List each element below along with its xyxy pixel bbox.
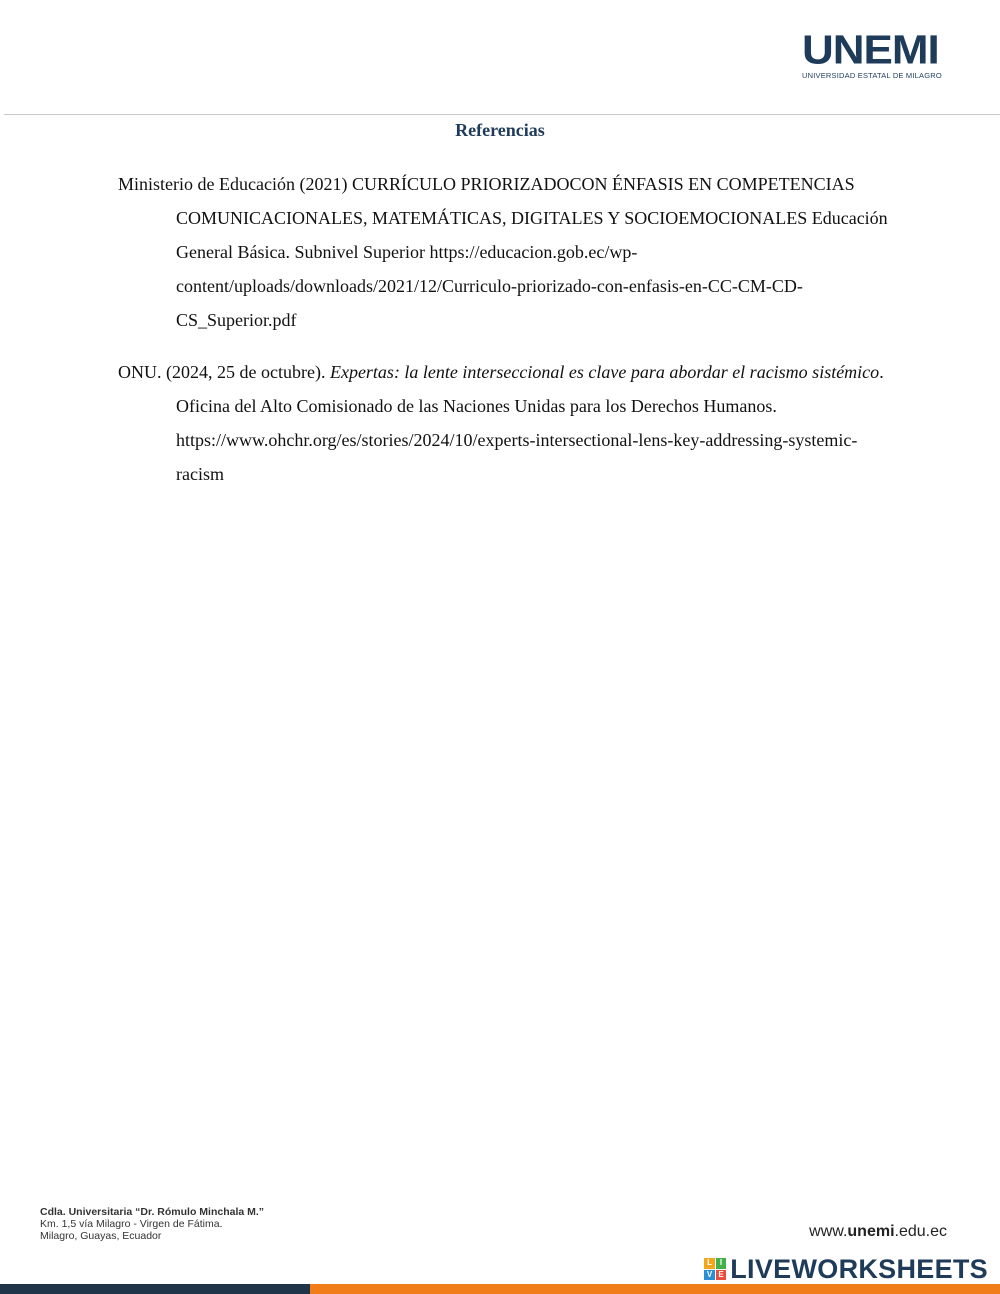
reference-title: Expertas: la lente interseccional es clave para abordar el racismo sistémico <box>329 362 880 382</box>
site-bold: unemi <box>847 1223 895 1240</box>
footer-address <box>40 1206 264 1242</box>
icon-letter: I <box>716 1258 727 1269</box>
address-line-3: Milagro, Guayas, Ecuador <box>40 1230 162 1242</box>
reference-item <box>118 167 888 337</box>
liveworksheets-icon <box>704 1258 726 1280</box>
reference-list <box>118 167 888 509</box>
icon-letter: V <box>704 1270 715 1281</box>
icon-letter: L <box>704 1258 715 1269</box>
address-line-1: Cdla. Universitaria “Dr. Rómulo Minchala M.” <box>40 1206 265 1218</box>
header-divider <box>4 114 1000 115</box>
reference-item <box>118 355 888 491</box>
footer-website <box>809 1223 947 1241</box>
liveworksheets-watermark <box>700 1254 992 1284</box>
reference-rest: . Oficina del Alto Comisionado de las Naciones Unidas para los Derechos Humanos. https://www.ohchr.org/es/stories/2024/10/experts-intersectional-lens-key-addressing-systemic-racism <box>176 362 884 484</box>
address-line-2: Km. 1,5 vía Milagro - Virgen de Fátima. <box>40 1218 223 1230</box>
reference-rest: https://educacion.gob.ec/wp-content/uploads/downloads/2021/12/Curriculo-priorizado-con-enfasis-en-CC-CM-CD-CS_Superior.pdf <box>176 242 803 330</box>
unemi-logo <box>802 27 948 80</box>
footer-bar-orange <box>310 1284 1000 1294</box>
site-prefix: www. <box>809 1223 848 1240</box>
liveworksheets-text: LIVEWORKSHEETS <box>730 1253 988 1284</box>
reference-lead: Ministerio de Educación (2021) CURRÍCULO PRIORIZADOCON ÉNFASIS EN COMPETENCIAS COMUNICACIONALES, MATEMÁTICAS, DIGITALES Y SOCIOEMOCIONALES Educación General Básica. Subnivel Superior <box>118 174 888 262</box>
site-suffix: .edu.ec <box>894 1223 947 1240</box>
icon-letter: E <box>716 1270 727 1281</box>
page-title: Referencias <box>455 120 545 140</box>
reference-lead: ONU. (2024, 25 de octubre). <box>118 362 330 382</box>
logo-wordmark: UNEMI <box>802 27 939 73</box>
footer-color-bar <box>0 1284 1000 1294</box>
footer-bar-dark <box>0 1284 310 1294</box>
logo-subtext: UNIVERSIDAD ESTATAL DE MILAGRO <box>802 71 942 80</box>
